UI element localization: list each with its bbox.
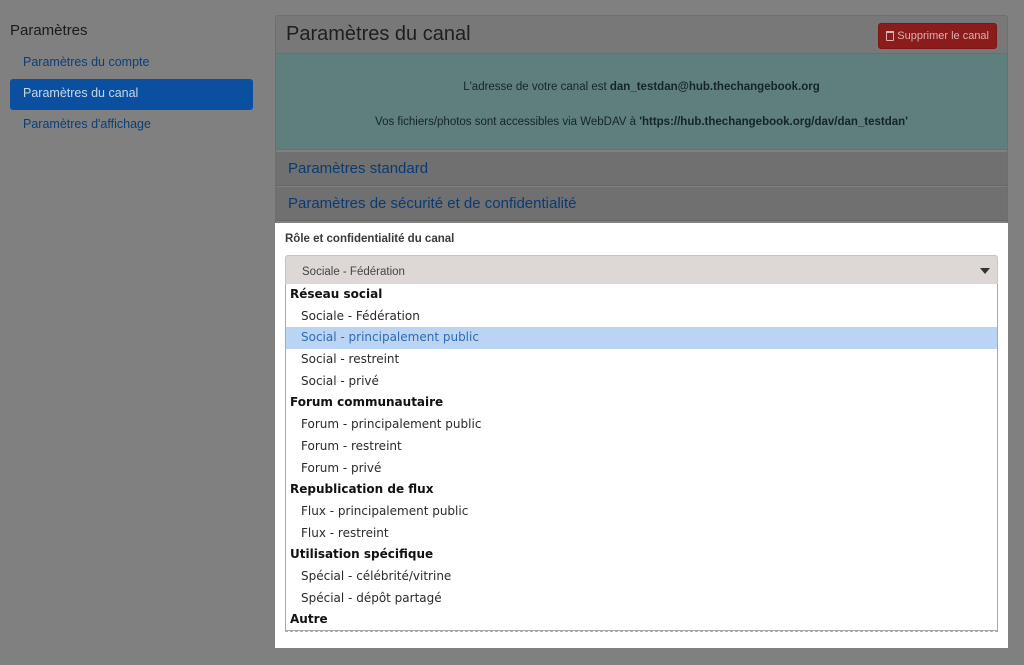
sidebar-title: Paramètres [10, 22, 88, 39]
delete-channel-button[interactable] [878, 23, 997, 49]
trash-icon [886, 31, 894, 41]
dropdown-option[interactable]: Forum - principalement public [301, 417, 482, 432]
dropdown-option[interactable]: Sociale - Fédération [301, 308, 420, 323]
dropdown-option[interactable]: Social - restreint [301, 352, 400, 367]
dropdown-bottom-edge [285, 631, 998, 632]
role-privacy-label: Rôle et confidentialité du canal [285, 233, 455, 245]
optgroup-label: Autre [290, 612, 328, 627]
channel-address-prefix: L'adresse de votre canal est [463, 81, 610, 93]
section-standard-settings[interactable]: Paramètres standard [276, 152, 1007, 186]
dropdown-option[interactable]: Spécial - dépôt partagé [301, 590, 442, 605]
dropdown-option[interactable]: Forum - privé [301, 460, 382, 475]
role-privacy-select[interactable] [285, 255, 998, 285]
webdav-line [276, 116, 1007, 128]
page-title: Paramètres du canal [286, 23, 471, 45]
webdav-value: 'https://hub.thechangebook.org/dav/dan_testdan' [639, 116, 908, 128]
dropdown-option[interactable]: Forum - restreint [301, 438, 402, 453]
sidebar-item-display-settings[interactable]: Paramètres d'affichage [23, 117, 151, 131]
dropdown-option[interactable]: Flux - restreint [301, 525, 389, 540]
delete-channel-label: Supprimer le canal [897, 30, 989, 42]
optgroup-label: Republication de flux [290, 482, 434, 497]
section-security-privacy[interactable]: Paramètres de sécurité et de confidentialité [276, 187, 1007, 221]
webdav-prefix: Vos fichiers/photos sont accessibles via WebDAV à [375, 116, 640, 128]
sidebar-item-account-settings[interactable]: Paramètres du compte [23, 55, 150, 69]
role-privacy-dropdown-list[interactable] [285, 284, 998, 631]
dropdown-option[interactable]: Social - principalement public [286, 327, 997, 349]
panel-header [276, 16, 1007, 54]
sidebar-item-channel-settings[interactable]: Paramètres du canal [10, 79, 253, 110]
dropdown-option[interactable]: Spécial - célébrité/vitrine [301, 568, 452, 583]
optgroup-label: Utilisation spécifique [290, 547, 434, 562]
select-current-value: Sociale - Fédération [302, 266, 405, 278]
role-privacy-field [275, 223, 1008, 648]
channel-info-alert [276, 54, 1007, 150]
dropdown-option[interactable]: Social - privé [301, 373, 379, 388]
dropdown-option[interactable]: Flux - principalement public [301, 503, 469, 518]
caret-down-icon [980, 268, 990, 274]
channel-address-line [276, 81, 1007, 93]
sidebar [0, 0, 262, 665]
optgroup-label: Réseau social [290, 287, 383, 301]
channel-address-value: dan_testdan@hub.thechangebook.org [609, 81, 820, 93]
optgroup-label: Forum communautaire [290, 395, 444, 410]
